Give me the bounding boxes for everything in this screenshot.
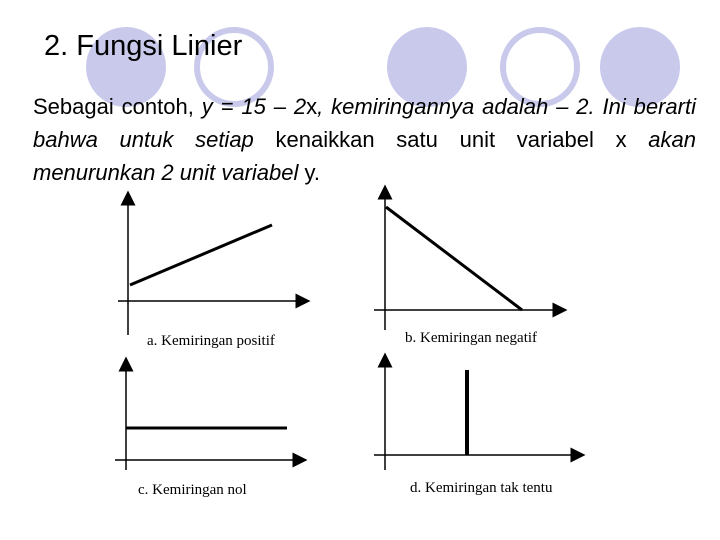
graph-c-zero-slope — [115, 364, 300, 470]
graph-caption-b: b. Kemiringan negatif — [405, 330, 538, 346]
graph-b-negative-slope — [374, 192, 560, 330]
graph-d-undefined-slope — [374, 360, 578, 470]
paragraph-segment: y = 15 – 2 — [201, 94, 307, 119]
graph-line — [130, 225, 272, 285]
paragraph-segment: x — [615, 127, 627, 152]
paragraph-segment: Sebagai contoh, — [33, 94, 202, 119]
paragraph-segment: , kemiringannya adalah – 2. Ini berarti bahwa untuk setiap — [33, 94, 696, 152]
graph-caption-d: d. Kemiringan tak tentu — [410, 480, 553, 496]
graph-caption-a: a. Kemiringan positif — [147, 333, 275, 349]
graph-line — [386, 207, 522, 310]
paragraph-segment: . — [313, 160, 320, 185]
paragraph-segment: kenaikkan satu unit variabel — [275, 127, 616, 152]
paragraph-segment: x — [306, 94, 318, 119]
paragraph-segment: akan menurunkan 2 unit variabel — [33, 127, 696, 185]
paragraph-segment: y — [304, 160, 314, 185]
slide-title: 2. Fungsi Linier — [44, 30, 243, 62]
graph-a-positive-slope — [118, 198, 303, 335]
graph-caption-c: c. Kemiringan nol — [138, 482, 247, 498]
